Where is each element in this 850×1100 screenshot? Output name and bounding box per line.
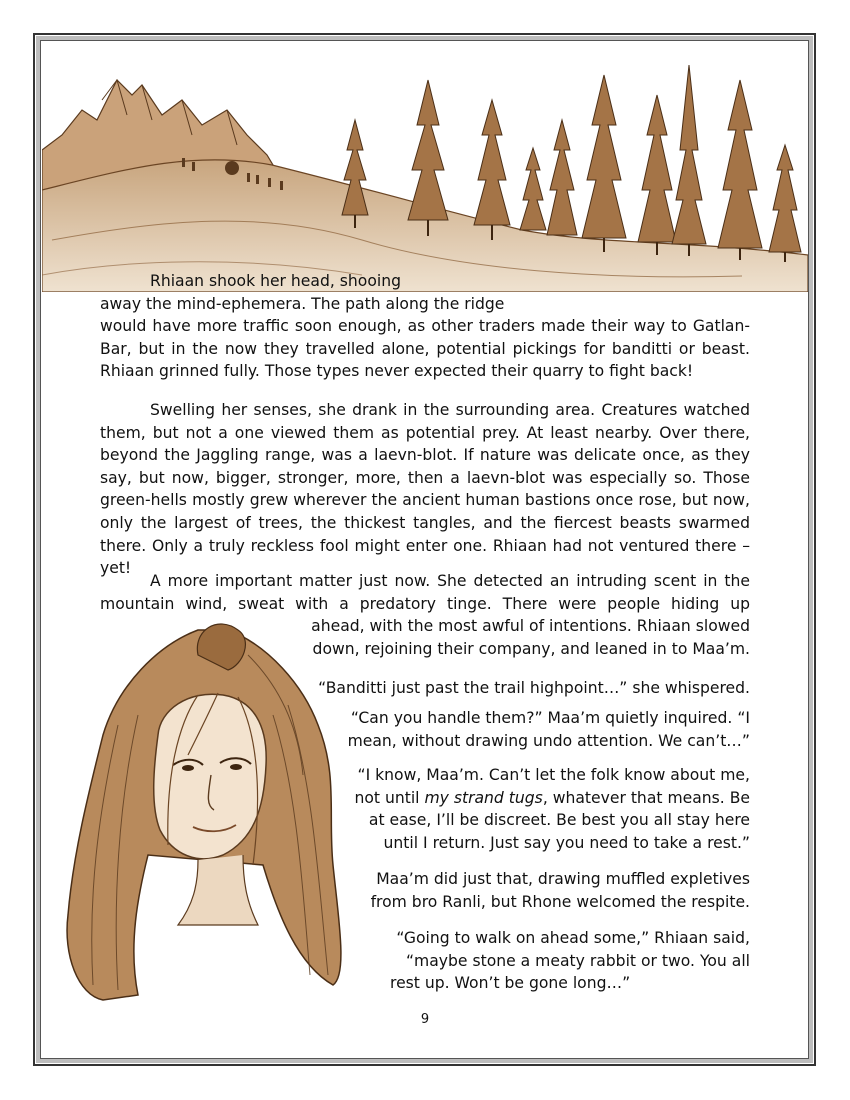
paragraph-3-line-3: ahead, with the most awful of intentions. Rhiaan slowed <box>311 617 750 636</box>
paragraph-7-line-1: Maa’m did just that, drawing muffled expletives <box>376 870 750 888</box>
paragraph-1-line-1: Rhiaan shook her head, shooing <box>150 272 401 290</box>
paragraph-3-line-1: A more important matter just now. She detected an intruding scent in the <box>150 572 750 590</box>
paragraph-5-line-1: “Can you handle them?” Maa’m quietly inquired. “I <box>350 709 750 727</box>
paragraph-1 <box>100 270 750 383</box>
paragraph-6 <box>300 764 750 854</box>
paragraph-6-line-2: not until my strand tugs, whatever that means. Be <box>354 788 750 807</box>
paragraph-7-line-2: from bro Ranli, but Rhone welcomed the respite. <box>370 892 750 911</box>
paragraph-3-line-4: down, rejoining their company, and leaned in to Maa’m. <box>312 639 750 658</box>
paragraph-7 <box>300 868 750 913</box>
paragraph-6-line-3: at ease, I’ll be discreet. Be best you all stay here <box>368 811 750 830</box>
paragraph-8-line-2: “maybe stone a meaty rabbit or two. You all <box>405 951 750 970</box>
emphasis-strand-tugs: my strand tugs <box>424 788 543 807</box>
landscape-illustration <box>42 40 808 292</box>
paragraph-3-line-2: mountain wind, sweat with a predatory tinge. There were people hiding up <box>100 594 750 613</box>
page-number: 9 <box>420 1012 430 1027</box>
paragraph-1-line-2: away the mind-ephemera. The path along the ridge <box>100 294 505 313</box>
paragraph-5-line-2: mean, without drawing undo attention. We can’t…” <box>347 731 750 750</box>
paragraph-6-line-4: until I return. Just say you need to take a rest.” <box>383 833 750 852</box>
paragraph-8-line-1: “Going to walk on ahead some,” Rhiaan said, <box>396 929 750 947</box>
paragraph-1-rest: would have more traffic soon enough, as other traders made their way to Gatlan-Bar, but in the now they travelled alone, potential pickings for banditti or beast. Rhiaan grinned fully. Those types never expected their quarry to fight back! <box>100 317 750 381</box>
paragraph-5 <box>300 707 750 752</box>
paragraph-2: Swelling her senses, she drank in the surrounding area. Creatures watched them, but not a one viewed them as potential prey. At least nearby. Over there, beyond the Jaggling range, was a laevn-blot. If nature was delicate once, as they say, but now, bigger, stronger, more, then a laevn-blot was especially so. Those green-hells mostly grew wherever the ancient human bastions once rose, but now, only the largest of trees, the thickest tangles, and the fiercest beasts swarmed there. Only a truly reckless fool might enter one. Rhiaan had not ventured there – yet! <box>100 401 750 578</box>
paragraph-4: “Banditti just past the trail highpoint…” she whispered. <box>318 679 750 697</box>
paragraph-6-line-1: “I know, Maa’m. Can’t let the folk know about me, <box>357 766 750 784</box>
paragraph-3 <box>100 570 750 660</box>
paragraph-8 <box>380 927 750 995</box>
paragraph-8-line-3: rest up. Won’t be gone long…” <box>390 974 631 993</box>
